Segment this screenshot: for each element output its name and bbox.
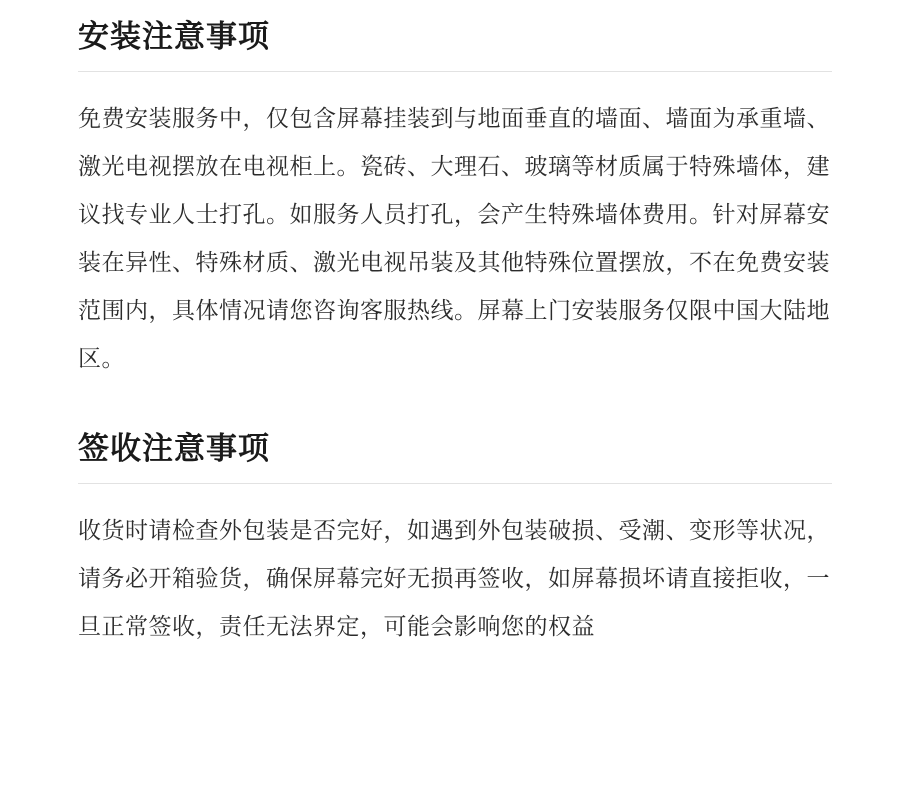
section-install-notice <box>78 0 832 382</box>
receipt-notice-title: 签收注意事项 <box>78 431 270 467</box>
section-receipt-notice <box>78 382 832 650</box>
install-notice-title: 安装注意事项 <box>78 19 270 54</box>
receipt-notice-body: 收货时请检查外包装是否完好，如遇到外包装破损、受潮、变形等状况，请务必开箱验货，确保屏幕完好无损再签收，如屏幕损坏请直接拒收，一旦正常签收，责任无法界定，可能会影响您的权益 <box>78 517 830 640</box>
page-bottom-spacer <box>78 650 832 674</box>
install-notice-body: 免费安装服务中，仅包含屏幕挂装到与地面垂直的墙面、墙面为承重墙、激光电视摆放在电视柜上。瓷砖、大理石、玻璃等材质属于特殊墙体，建议找专业人士打孔。如服务人员打孔，会产生特殊墙体费用。针对屏幕安装在异性、特殊材质、激光电视吊装及其他特殊位置摆放，不在免费安装范围内，具体情况请您咨询客服热线。屏幕上门安装服务仅限中国大陆地区。 <box>78 105 830 372</box>
